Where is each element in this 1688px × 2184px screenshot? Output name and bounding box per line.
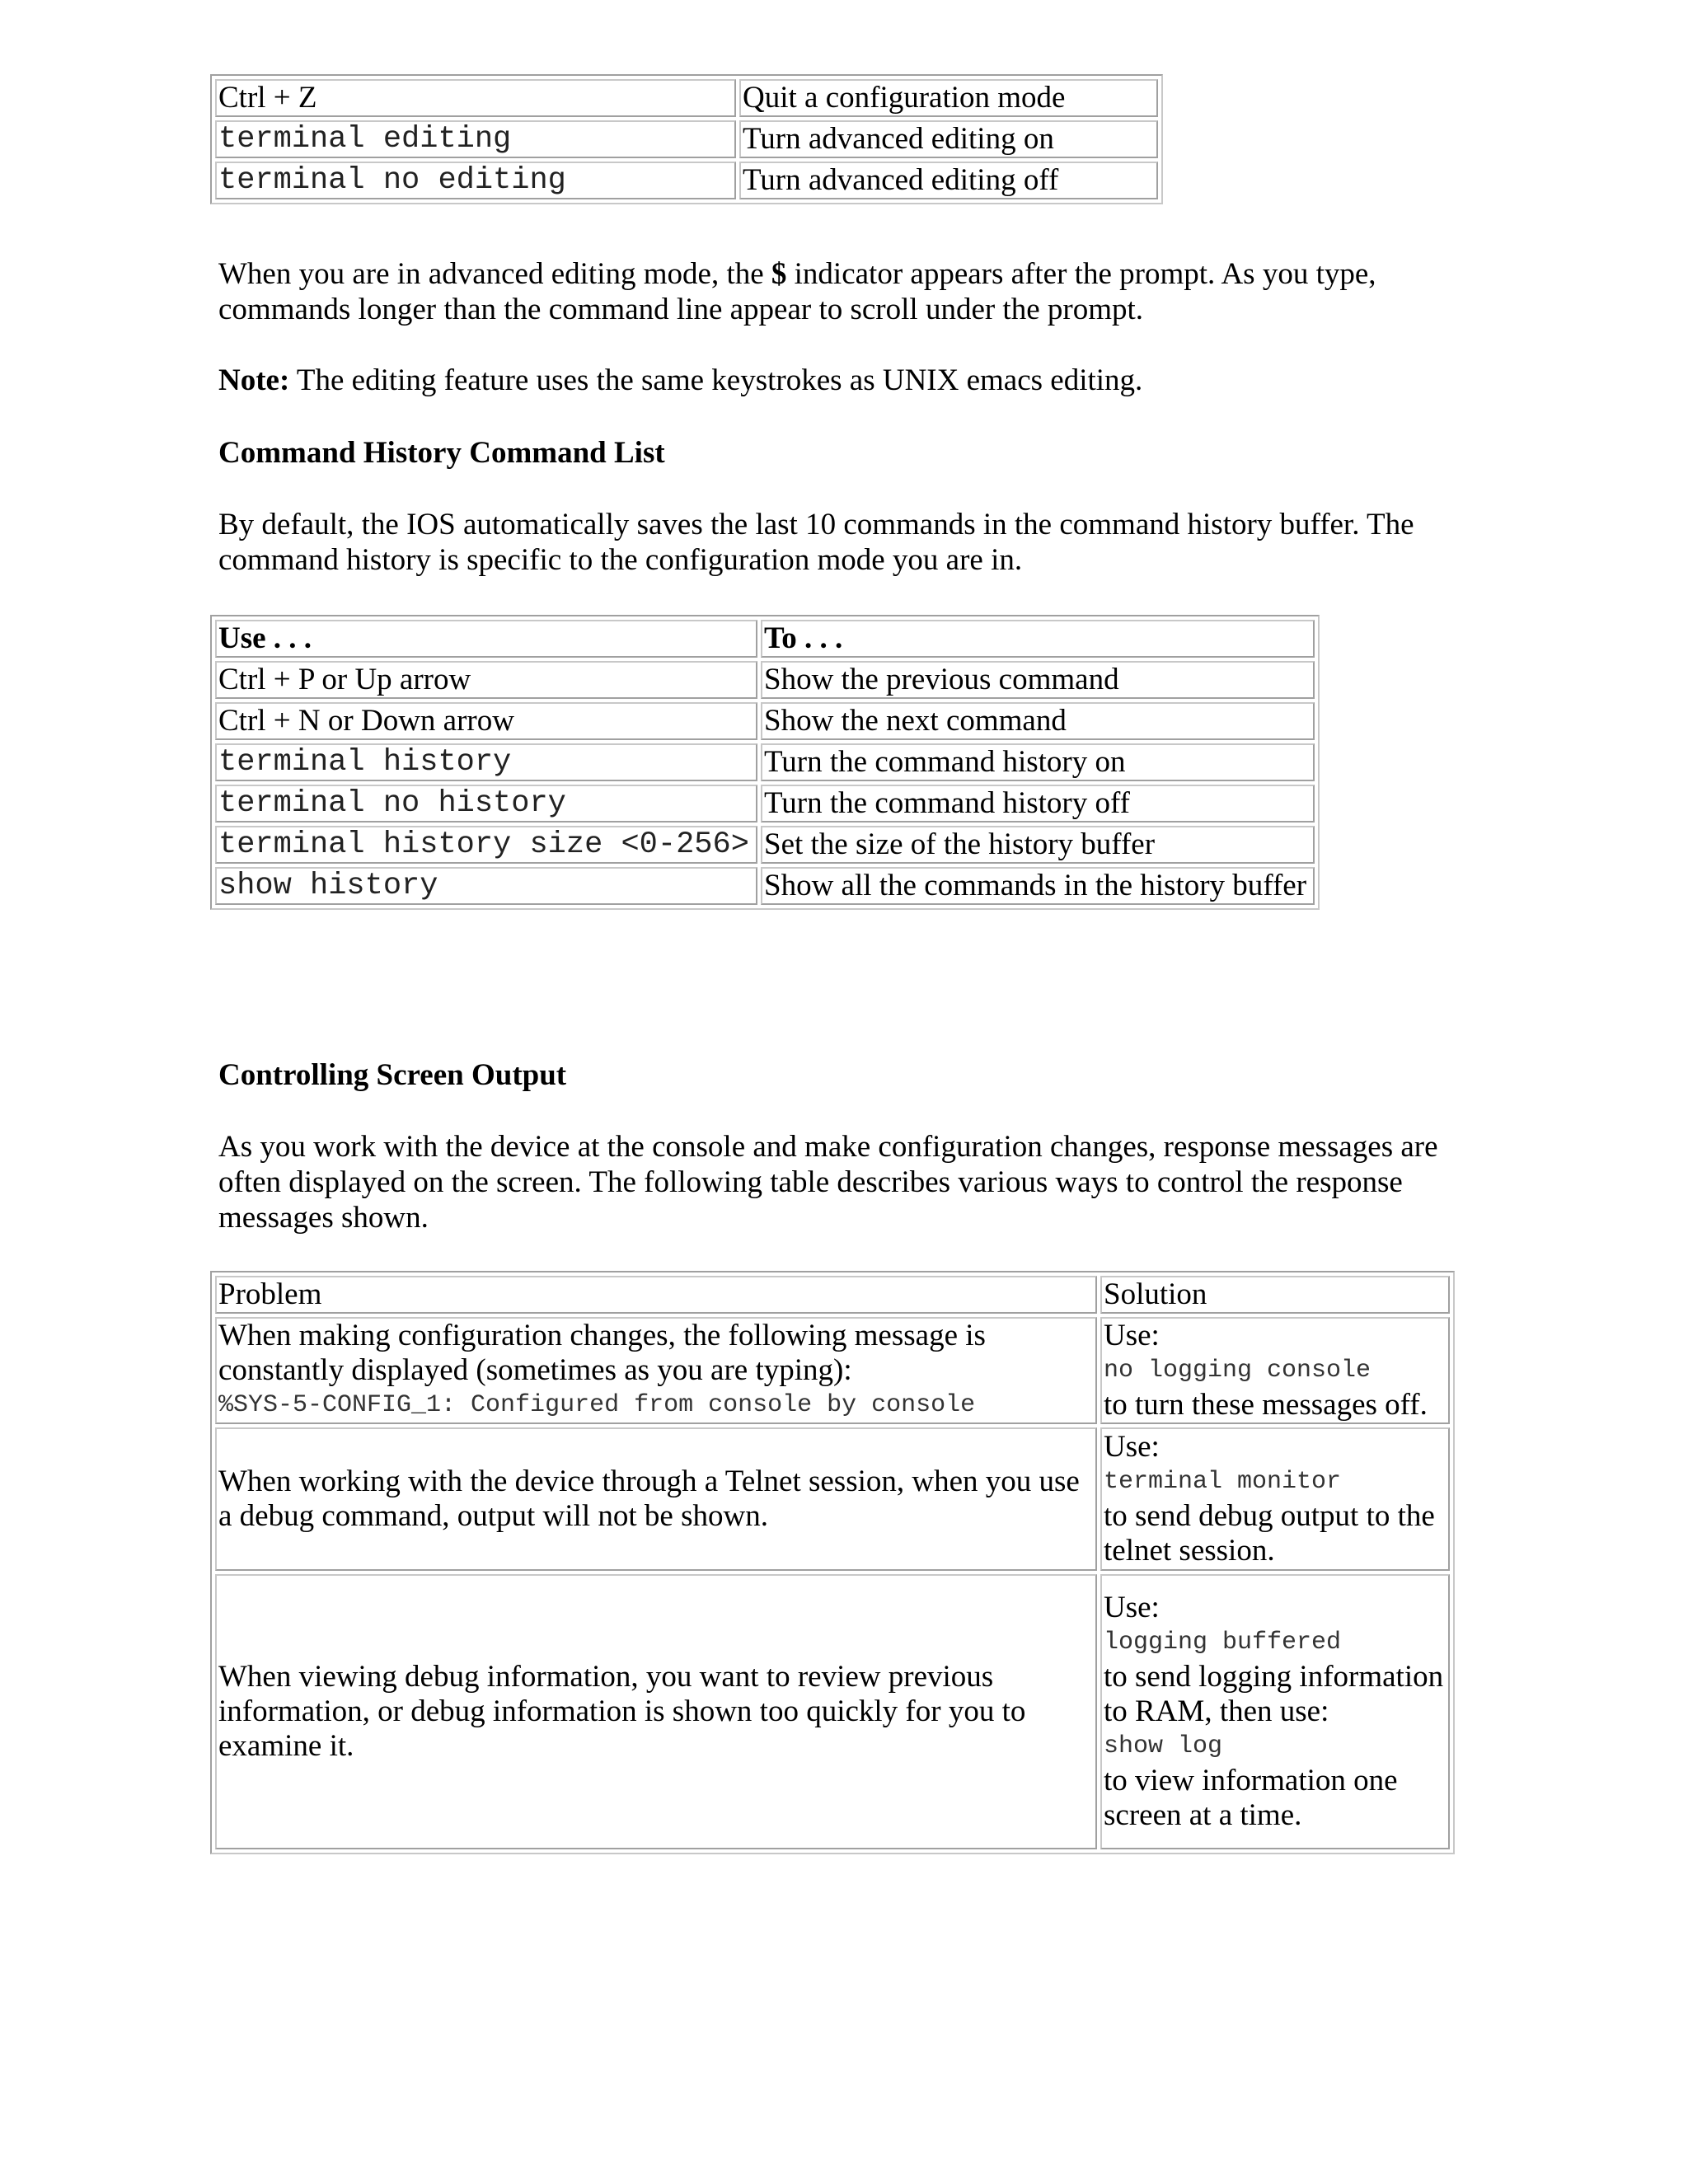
section-heading-command-history: Command History Command List: [218, 436, 665, 470]
editing-commands-table: [210, 74, 1163, 204]
problem-cell: [215, 1574, 1097, 1849]
table-row: [215, 702, 1315, 740]
table-header-row: [215, 1276, 1450, 1314]
column-header-problem: Problem: [215, 1276, 1097, 1314]
solution-text: to view information one screen at a time.: [1104, 1764, 1398, 1832]
note-paragraph: [218, 363, 1471, 398]
table-cell-use: terminal no editing: [215, 162, 736, 199]
screen-output-paragraph: As you work with the device at the console and make configuration changes, response messages are often displayed on the screen. The following table describes various ways to control the response messages shown.: [218, 1130, 1438, 1235]
problem-text: When working with the device through a Telnet session, when you use a debug command, output will not be shown.: [218, 1465, 1080, 1533]
table-row: [215, 79, 1158, 117]
section-heading-screen-output: Controlling Screen Output: [218, 1058, 567, 1092]
table-cell-use: show history: [215, 867, 757, 905]
column-header-to: To . . .: [761, 620, 1315, 658]
problem-cell: [215, 1317, 1097, 1424]
table-cell-to: Turn advanced editing on: [739, 120, 1158, 158]
column-header-use: Use . . .: [215, 620, 757, 658]
solution-text: to turn these messages off.: [1104, 1388, 1428, 1422]
command-history-table: [210, 615, 1320, 910]
table-cell-to: Turn the command history on: [761, 743, 1315, 781]
paragraph-text: indicator appears after the prompt. As you type, commands longer than the command line appear to scroll under the prompt.: [218, 257, 1376, 326]
solution-cell: [1100, 1427, 1450, 1571]
solution-text: to send logging information to RAM, then use:: [1104, 1660, 1444, 1728]
solution-command: terminal monitor: [1104, 1468, 1342, 1496]
table-row: [215, 162, 1158, 199]
table-cell-to: Quit a configuration mode: [739, 79, 1158, 117]
solution-use-label: Use:: [1104, 1591, 1160, 1624]
table-cell-use: terminal history size <0-256>: [215, 826, 757, 864]
paragraph-text: When you are in advanced editing mode, the: [218, 257, 771, 291]
solution-command: show log: [1104, 1732, 1223, 1760]
table-row: [215, 1574, 1450, 1849]
table-row: [215, 867, 1315, 905]
solution-text: to send debug output to the telnet session.: [1104, 1499, 1435, 1568]
solution-use-label: Use:: [1104, 1430, 1160, 1464]
table-cell-use: Ctrl + P or Up arrow: [215, 661, 757, 699]
table-cell-to: Turn advanced editing off: [739, 162, 1158, 199]
table-row: [215, 120, 1158, 158]
table-cell-use: Ctrl + N or Down arrow: [215, 702, 757, 740]
table-row: [215, 661, 1315, 699]
problem-code: %SYS-5-CONFIG_1: Configured from console by console: [218, 1391, 976, 1419]
solution-cell: [1100, 1317, 1450, 1424]
table-cell-to: Show the next command: [761, 702, 1315, 740]
table-cell-use: Ctrl + Z: [215, 79, 736, 117]
table-cell-to: Turn the command history off: [761, 785, 1315, 823]
command-history-paragraph: By default, the IOS automatically saves the last 10 commands in the command history buffer. The command history is specific to the configuration mode you are in.: [218, 508, 1414, 577]
problem-text: When viewing debug information, you want to review previous information, or debug information is shown too quickly for you to examine it.: [218, 1660, 1026, 1763]
problem-solution-table: [210, 1271, 1455, 1854]
note-label: Note:: [218, 363, 290, 397]
note-text: The editing feature uses the same keystrokes as UNIX emacs editing.: [289, 363, 1143, 397]
table-row: [215, 826, 1315, 864]
prompt-symbol: $: [771, 257, 787, 291]
table-row: [215, 785, 1315, 823]
table-cell-to: Show the previous command: [761, 661, 1315, 699]
table-cell-to: Set the size of the history buffer: [761, 826, 1315, 864]
table-cell-use: terminal no history: [215, 785, 757, 823]
solution-command: no logging console: [1104, 1357, 1372, 1385]
editing-mode-paragraph: [218, 256, 1471, 327]
solution-command: logging buffered: [1104, 1629, 1342, 1657]
table-row: [215, 1427, 1450, 1571]
solution-use-label: Use:: [1104, 1319, 1160, 1352]
problem-cell: [215, 1427, 1097, 1571]
table-cell-use: terminal editing: [215, 120, 736, 158]
table-header-row: [215, 620, 1315, 658]
column-header-solution: Solution: [1100, 1276, 1450, 1314]
table-cell-use: terminal history: [215, 743, 757, 781]
problem-text: When making configuration changes, the following message is constantly displayed (sometimes as you are typing):: [218, 1319, 986, 1387]
table-cell-to: Show all the commands in the history buffer: [761, 867, 1315, 905]
solution-cell: [1100, 1574, 1450, 1849]
table-row: [215, 1317, 1450, 1424]
table-row: [215, 743, 1315, 781]
